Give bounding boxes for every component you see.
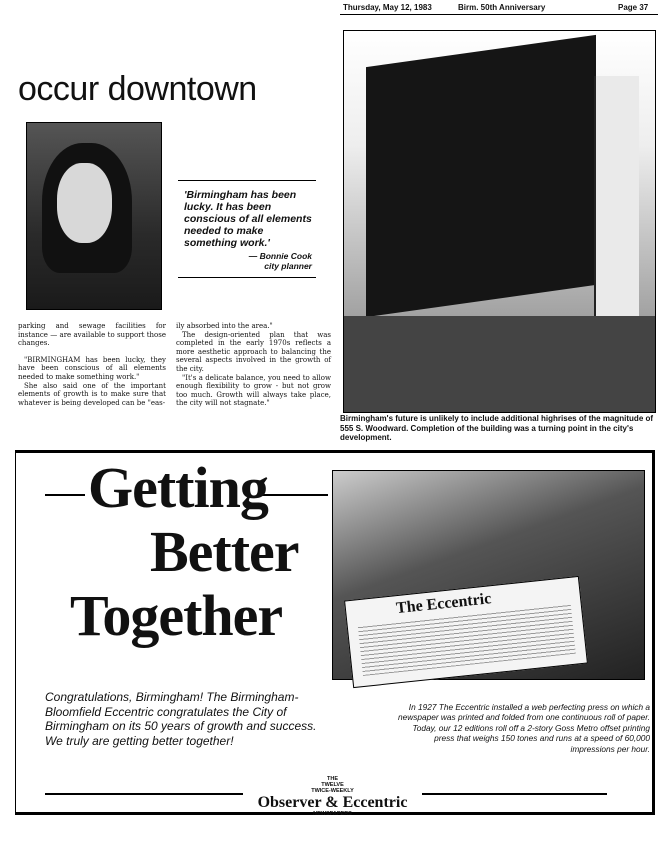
newspaper-masthead: The Eccentric [395,590,493,618]
ad-title-better: Better [150,519,299,584]
ad-title-getting: Getting [88,455,268,520]
rule [262,494,328,496]
press-history-text: In 1927 The Eccentric installed a web perfecting press on which a newspaper was printed and folded from one continuous roll of paper. Today, our 12 editions roll off a 2-story Goss Metro offset printing press that weighs 150 tones and runs at a speed of 60,000 impressions per hour. [398,702,650,754]
rule [45,793,243,795]
header-page: Page 37 [618,3,649,12]
headline: occur downtown [18,70,257,108]
article-column-1 [18,322,166,407]
ad-title-together: Together [70,583,283,648]
header-date: Thursday, May 12, 1983 [343,3,432,12]
logo-name: Observer & Eccentric [257,794,408,811]
paragraph: "It's a delicate balance, you need to allow enough flexibility to grow - but not grow too much. Growth will always take place, the city will not stagnate." [176,373,331,408]
quote-author: — Bonnie Cook [248,251,312,261]
portrait-photo [26,122,162,310]
observer-eccentric-logo [245,776,420,817]
logo-text: THE [327,776,338,782]
paragraph: The design-oriented plan that was completed in the early 1970s reflects a more aesthetic approach to balancing the several aspects involved in the growth of the city. [176,330,331,373]
rule [422,793,607,795]
paragraph: parking and sewage facilities for instance — are available to support those changes. [18,322,166,348]
paragraph: ily absorbed into the area." [176,322,273,330]
header-section: Birm. 50th Anniversary [458,3,546,12]
quote-role: city planner [264,261,312,271]
building-photo [343,30,656,413]
congrats-text: Congratulations, Birmingham! The Birmingham-Bloomfield Eccentric congratulates the City of Birmingham on its 50 years of growth and success. We truly are getting better together! [45,690,317,748]
quote-text: 'Birmingham has been lucky. It has been conscious of all elements needed to make something work.' [184,189,312,249]
logo-text: TWICE-WEEKLY [311,788,354,794]
paragraph: She also said one of the important elements of growth is to make sure that whatever is being developed can be "eas- [18,381,166,407]
pull-quote [178,180,316,278]
paragraph: "BIRMINGHAM has been lucky, they have been conscious of all elements needed to make something work." [18,355,166,381]
photo-caption: Birmingham's future is unlikely to include additional highrises of the magnitude of 555 S. Woodward. Completion of the building was a turning point in the city's development. [340,414,654,442]
logo-text: TWELVE [321,782,344,788]
rule [45,494,85,496]
header-rule [340,14,658,15]
article-column-2 [176,322,331,408]
logo-text: NEWSPAPERS [313,811,352,817]
